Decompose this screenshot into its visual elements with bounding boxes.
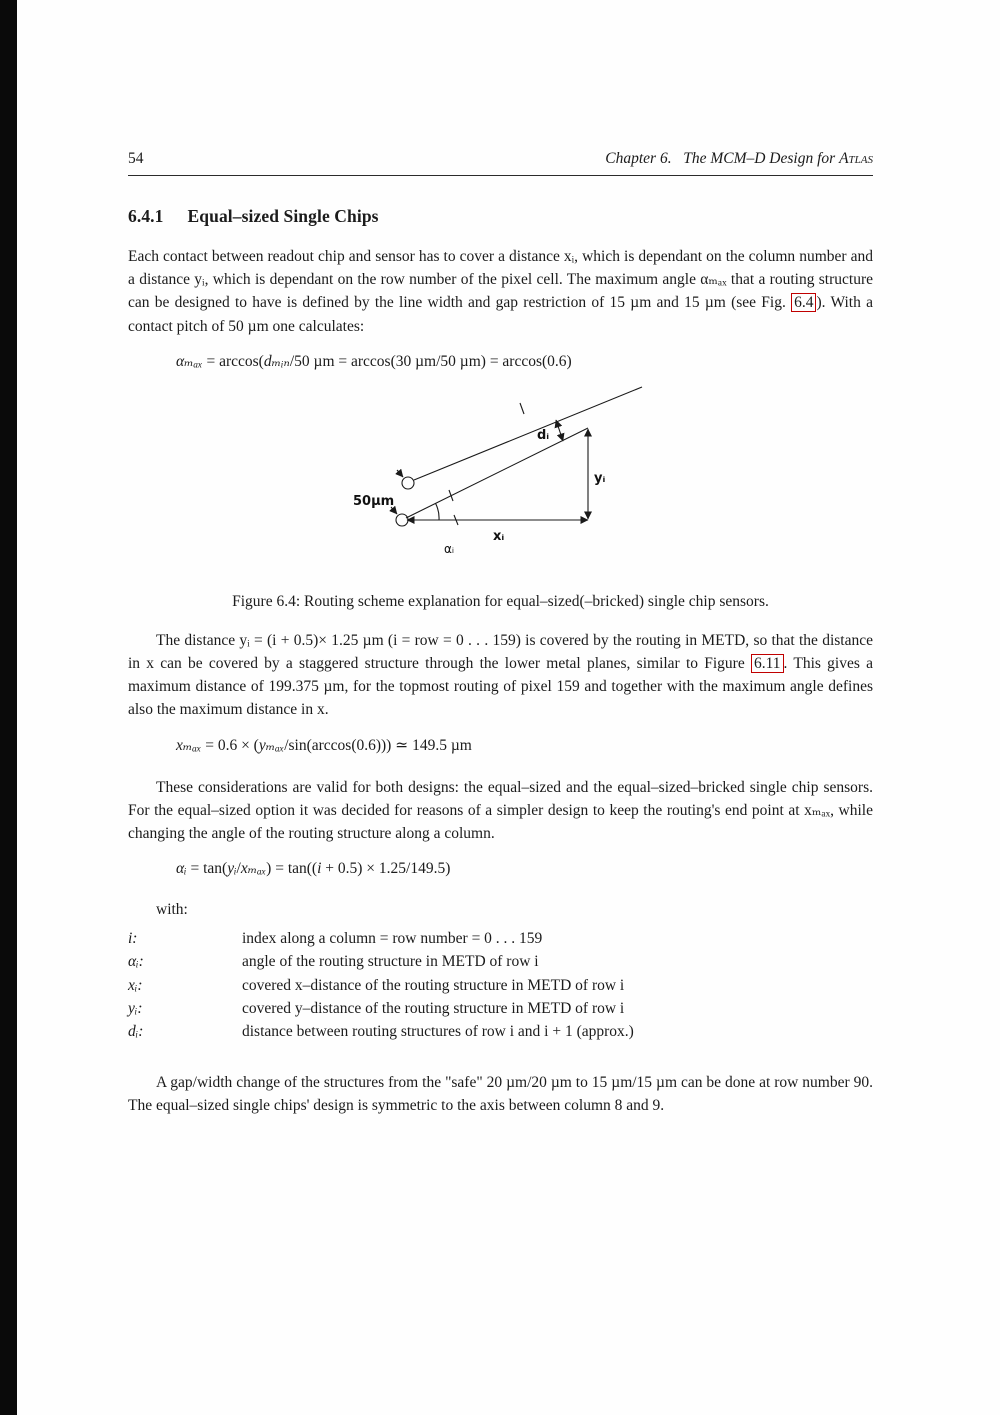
definition-term: yᵢ: [128,999,143,1017]
symbol-definition-list [128,927,873,1043]
definition-row [128,950,873,973]
paragraph-text: ). With a contact pitch of 50 µm one calculates: [128,294,873,335]
y-label: yᵢ [593,470,605,486]
math-var: αᵢ [176,860,187,878]
routing-line-lower [406,428,588,518]
running-title [605,150,873,168]
diagram-lines [391,387,642,526]
running-title-text: Chapter 6. The MCM–D Design for [605,150,840,167]
figure-ref-6-11[interactable]: 6.11 [751,654,784,673]
definition-text: covered x–distance of the routing structure in METD of row i [242,976,625,994]
figure-ref-6-4[interactable]: 6.4 [791,293,816,312]
paragraph-considerations: These considerations are valid for both designs: the equal–sized and the equal–sized–bricked single chip sensors. For the equal–sized option it was decided for reasons of a simpler design to keep the routing's end point at xₘₐₓ, while changing the angle of the routing structure along a column. [128,778,873,843]
definition-text: angle of the routing structure in METD of row i [242,953,539,971]
x-label: xᵢ [492,528,504,544]
definition-row [128,997,873,1020]
section-number: 6.4.1 [128,206,164,226]
definition-term: αᵢ: [128,953,144,971]
d-dimension-arrow [556,420,563,441]
alpha-label: αᵢ [443,541,454,556]
leader-circle-top [397,470,403,477]
math-var: αₘₐₓ [176,352,203,370]
paragraph-text: The distance yᵢ = (i + 0.5)× 1.25 µm (i = row = 0 . . . 159) is covered by the routing in METD, so that the distance in x can be covered by a staggered structure through the lower metal planes, similar to Figure [128,631,873,673]
math-text: /sin(arccos(0.6))) ≃ 149.5 µm [284,736,472,754]
definition-term: dᵢ: [128,1023,144,1041]
section-title: Equal–sized Single Chips [187,206,379,226]
math-var: yᵢ [227,860,237,878]
definition-row [128,927,873,950]
running-title-atlas: Atlas [839,150,873,167]
pitch-label: 50µm [352,493,394,509]
section-heading [128,206,873,227]
definition-text: covered y–distance of the routing structure in METD of row i [242,999,625,1017]
formula-alpha-max [176,350,873,374]
definition-row [128,1020,873,1043]
page-content [128,0,873,1118]
math-text: /50 µm = arccos(30 µm/50 µm) = arccos(0.6) [289,352,572,370]
figure-caption: Figure 6.4: Routing scheme explanation for equal–sized(–bricked) single chip sensors. [232,592,769,610]
math-var: i [317,860,322,878]
paragraph-distance [128,629,873,722]
formula-x-max [176,734,873,758]
d-label: dᵢ [536,427,549,443]
math-text: = 0.6 × ( [201,736,259,754]
tick-upper-line [520,403,524,414]
math-var: xₘₐₓ [240,860,267,878]
definition-text: index along a column = row number = 0 . . . 159 [242,930,543,948]
definition-text: distance between routing structures of row i and i + 1 (approx.) [242,1023,634,1041]
contact-circle-bottom [396,514,408,526]
alpha-angle-arc [435,503,439,520]
paragraph-text: Each contact between readout chip and sensor has to cover a distance xᵢ, which is dependant on the column number and a distance yᵢ, which is dependant on the row number of the pixel cell. The maximum angle αₘₐₓ that a routing structure can be designed to have is defined by the line width and gap restriction of 15 µm and 15 µm (see Fig. [128,248,873,312]
paragraph-intro [128,245,873,338]
math-text: = arccos( [202,352,264,370]
math-text: / [236,860,241,878]
math-text: + 0.5) × 1.25/149.5) [321,860,451,878]
figure-6-4 [128,386,873,573]
formula-alpha-i [176,857,873,881]
page-header [128,150,873,176]
paragraph-text: . This gives a maximum distance of 199.375 µm, for the topmost routing of pixel 159 and together with the maximum angle defines also the maximum distance in x. [128,655,873,719]
math-var: dₘᵢₙ [263,352,290,370]
paragraph-gap-width: A gap/width change of the structures from the "safe" 20 µm/20 µm to 15 µm/15 µm can be done at row number 90. The equal–sized single chips' design is symmetric to the axis between column 8 and 9. [128,1074,873,1115]
page-number: 54 [128,150,144,167]
math-text: ) = tan(( [266,860,318,878]
contact-circle-top [402,477,414,489]
scan-edge-artifact [0,0,17,1415]
routing-line-upper [414,387,642,480]
routing-scheme-diagram [351,386,651,568]
diagram-labels [353,428,605,556]
math-var: yₘₐₓ [258,736,285,754]
definition-row [128,974,873,997]
definition-term: xᵢ: [128,976,143,994]
definition-term: i: [128,930,138,948]
math-var: xₘₐₓ [176,736,202,754]
math-text: = tan( [186,860,228,878]
with-label: with: [156,901,188,919]
